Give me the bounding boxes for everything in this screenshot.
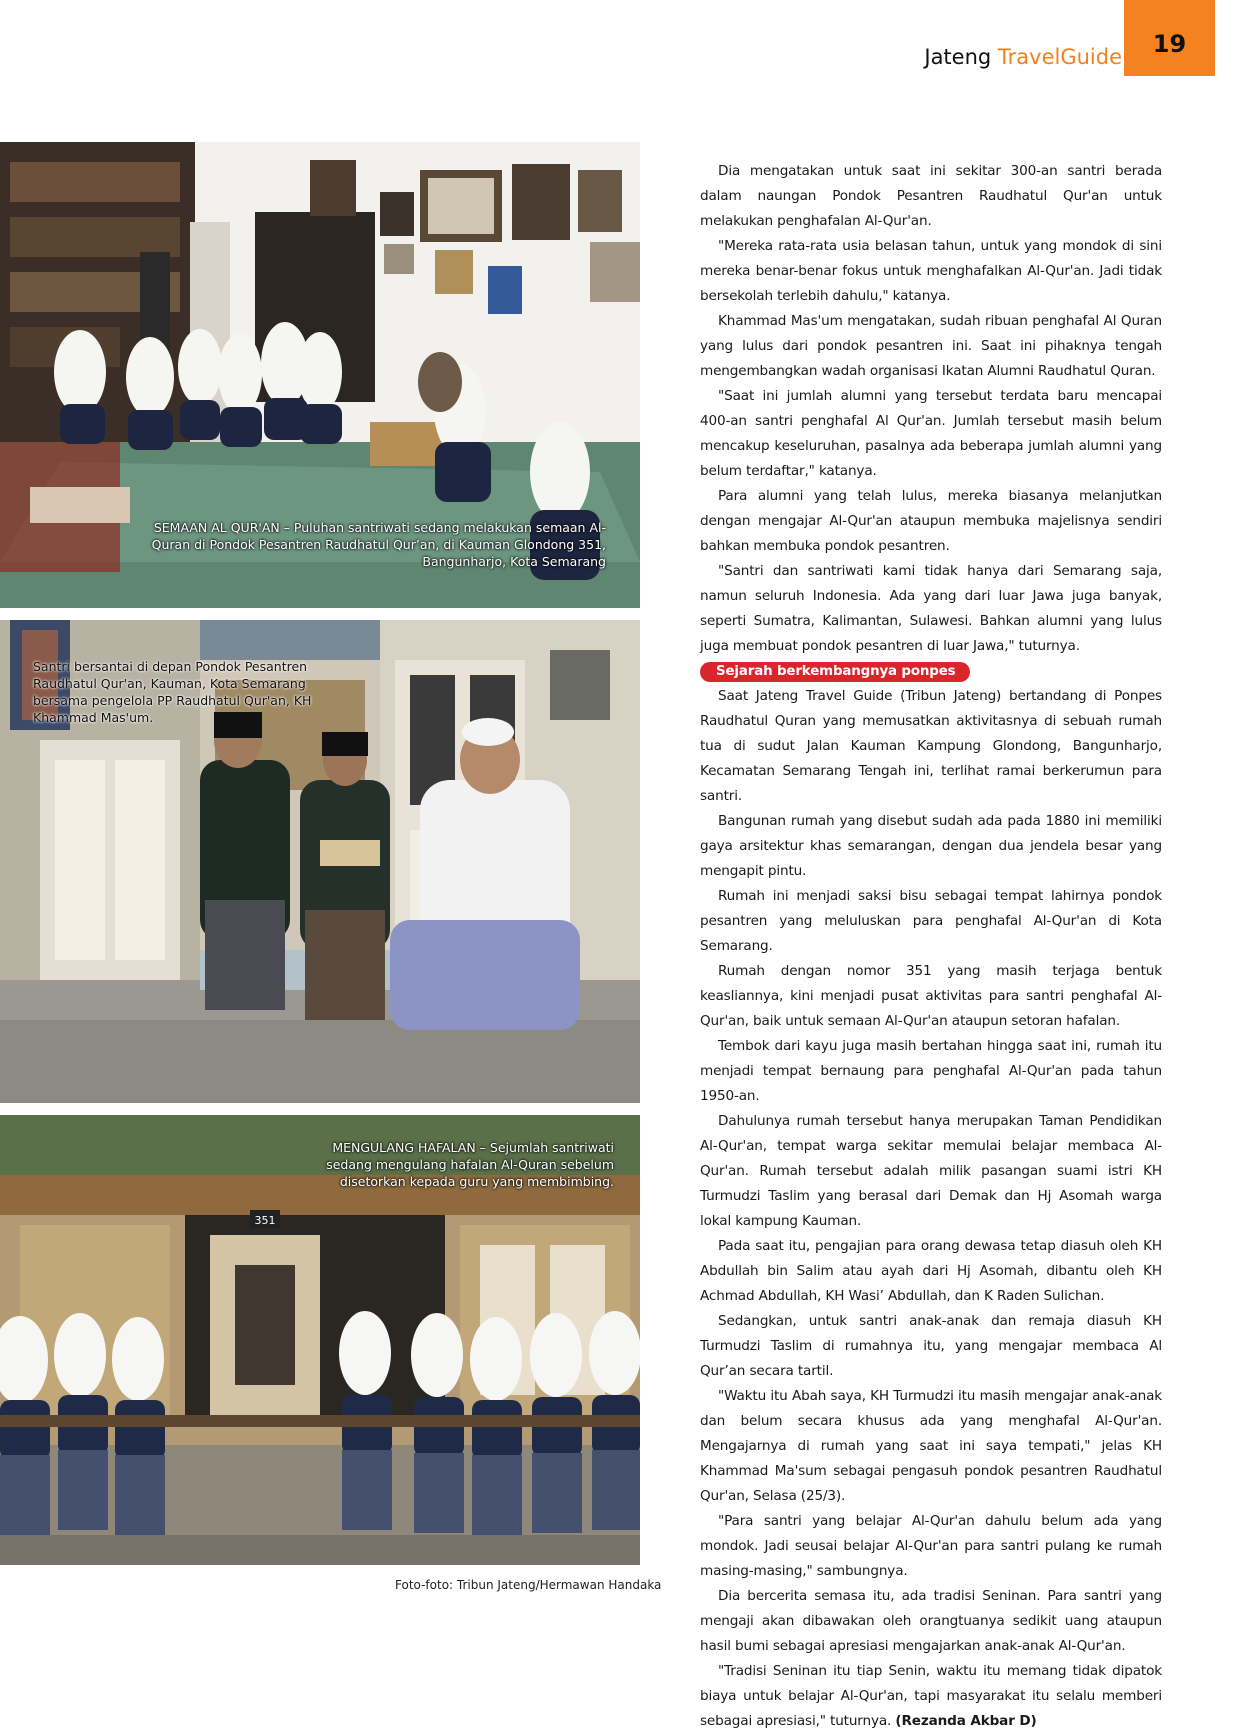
paragraph: Dia mengatakan untuk saat ini sekitar 300-an santri berada dalam naungan Pondok Pesantren Raudhatul Qur'an untuk melakukan penghafalan Al-Qur'an. (700, 163, 1162, 229)
photo-mengulang-hafalan (0, 1115, 640, 1565)
paragraph: Rumah dengan nomor 351 yang masih terjaga bentuk keasliannya, kini menjadi pusat aktivitas para santri penghafal Al-Qur'an, baik untuk semaan Al-Qur'an ataupun setoran hafalan. (700, 963, 1162, 1029)
section-heading-wrapper (700, 659, 1162, 684)
brand-part2: TravelGuide (997, 45, 1122, 69)
photo-credit: Foto-foto: Tribun Jateng/Hermawan Handaka (395, 1578, 662, 1592)
house-number-plate: 351 (254, 1214, 276, 1227)
photo-semaan-caption (136, 519, 606, 570)
photo-santri-caption (33, 658, 358, 726)
paragraph: Rumah ini menjadi saksi bisu sebagai tempat lahirnya pondok pesantren yang meluluskan para penghafal Al-Qur'an di Kota Semarang. (700, 888, 1162, 954)
paragraph: Saat Jateng Travel Guide (Tribun Jateng) bertandang di Ponpes Raudhatul Quran yang memusatkan aktivitasnya di sebuah rumah tua di sudut Jalan Kauman Kampung Glondong, Bangunharjo, Kecamatan Semarang Tengah ini, terlihat ramai berkerumun para santri. (700, 688, 1162, 804)
last-paragraph-text: "Tradisi Seninan itu tiap Senin, waktu itu memang tidak dipatok biaya untuk belajar Al-Qur'an, tapi masyarakat itu selalu memberi sebagai apresiasi," tuturnya. (700, 1663, 1162, 1729)
paragraph: Tembok dari kayu juga masih bertahan hingga saat ini, rumah itu menjadi tempat bernaung para penghafal Al-Qur'an pada tahun 1950-an. (700, 1038, 1162, 1104)
paragraph: Khammad Mas'um mengatakan, sudah ribuan penghafal Al Quran yang lulus dari pondok pesantren ini. Saat ini pihaknya tengah mengembangkan wadah organisasi Ikatan Alumni Raudhatul Quran. (700, 313, 1162, 379)
magazine-brand (924, 45, 1122, 69)
paragraph: "Saat ini jumlah alumni yang tersebut terdata baru mencapai 400-an santri penghafal Al Qur'an. Jumlah tersebut masih belum mencakup keseluruhan, pasalnya ada beberapa jumlah alumni yang belum terdaftar," katanya. (700, 388, 1162, 479)
paragraph: "Waktu itu Abah saya, KH Turmudzi itu masih mengajar anak-anak dan belum secara khusus ada yang menghafal Al-Qur'an. Mengajarnya di rumah yang saat ini saya tempati," jelas KH Khammad Ma'sum sebagai pengasuh pondok pesantren Raudhatul Qur'an, Selasa (25/3). (700, 1388, 1162, 1504)
caption-text: – Sejumlah santriwati sedang mengulang hafalan Al-Quran sebelum disetorkan kepada guru yang membimbing. (326, 1140, 614, 1189)
paragraph: Dahulunya rumah tersebut hanya merupakan Taman Pendidikan Al-Qur'an, tempat warga sekitar memulai belajar membaca Al-Qur'an. Rumah tersebut adalah milik pasangan suami istri KH Turmudzi Taslim yang berasal dari Demak dan Hj Asomah warga lokal kampung Kauman. (700, 1113, 1162, 1229)
paragraph: "Para santri yang belajar Al-Qur'an dahulu belum ada yang mondok. Jadi seusai belajar Al-Qur'an para santri pulang ke rumah masing-masing," sambungnya. (700, 1513, 1162, 1579)
section-heading: Sejarah berkembangnya ponpes (700, 662, 970, 682)
paragraph: "Mereka rata-rata usia belasan tahun, untuk yang mondok di sini mereka benar-benar fokus untuk menghafalkan Al-Qur'an. Jadi tidak bersekolah terlebih dahulu," katanya. (700, 238, 1162, 304)
paragraph: Para alumni yang telah lulus, mereka biasanya melanjutkan dengan mengajar Al-Qur'an ataupun membuka majelisnya sendiri bahkan membuka pondok pesantren. (700, 488, 1162, 554)
article-body (700, 159, 1162, 1734)
caption-lead: SEMAAN AL QUR'AN (153, 520, 280, 535)
caption-lead: MENGULANG HAFALAN (332, 1140, 476, 1155)
caption-text: Santri bersantai di depan Pondok Pesantren Raudhatul Qur'an, Kauman, Kota Semarang bersama pengelola PP Raudhatul Qur'an, KH Khammad Mas'um. (33, 659, 312, 725)
paragraph: "Santri dan santriwati kami tidak hanya dari Semarang saja, namun seluruh Indonesia. Ada yang dari luar Jawa juga banyak, seperti Sumatra, Kalimantan, Sulawesi. Bahkan alumni yang lulus juga membuat pondok pesantren di luar Jawa," tuturnya. (700, 563, 1162, 654)
paragraph: Pada saat itu, pengajian para orang dewasa tetap diasuh oleh KH Abdullah bin Salim atau ayah dari Hj Asomah, dibantu oleh KH Achmad Abdullah, KH Wasi’ Abdullah, dan K Raden Sulichan. (700, 1238, 1162, 1304)
caption-text: – Puluhan santriwati sedang melakukan semaan Al-Quran di Pondok Pesantren Raudhatul Qur’an, di Kauman Glondong 351, Bangunharjo, Kota Semarang (151, 520, 606, 569)
photo-hafalan-caption (314, 1139, 614, 1190)
brand-part1: Jateng (924, 45, 998, 69)
page-number: 19 (1152, 30, 1187, 58)
page-number-tab (1124, 0, 1215, 76)
paragraph: Dia bercerita semasa itu, ada tradisi Seninan. Para santri yang mengaji akan dibawakan oleh orangtuanya sedikit uang ataupun hasil bumi sebagai apresiasi mengajarkan anak-anak Al-Qur'an. (700, 1588, 1162, 1654)
byline: (Rezanda Akbar D) (895, 1713, 1037, 1729)
photo-santri-bersantai (0, 620, 640, 1103)
paragraph: Sedangkan, untuk santri anak-anak dan remaja diasuh KH Turmudzi Taslim di rumahnya itu, yang mengajar membaca Al Qur’an secara tartil. (700, 1313, 1162, 1379)
last-paragraph (700, 1659, 1162, 1734)
photo-semaan (0, 142, 640, 608)
paragraph: Bangunan rumah yang disebut sudah ada pada 1880 ini memiliki gaya arsitektur khas semarangan, dengan dua jendela besar yang mengapit pintu. (700, 813, 1162, 879)
